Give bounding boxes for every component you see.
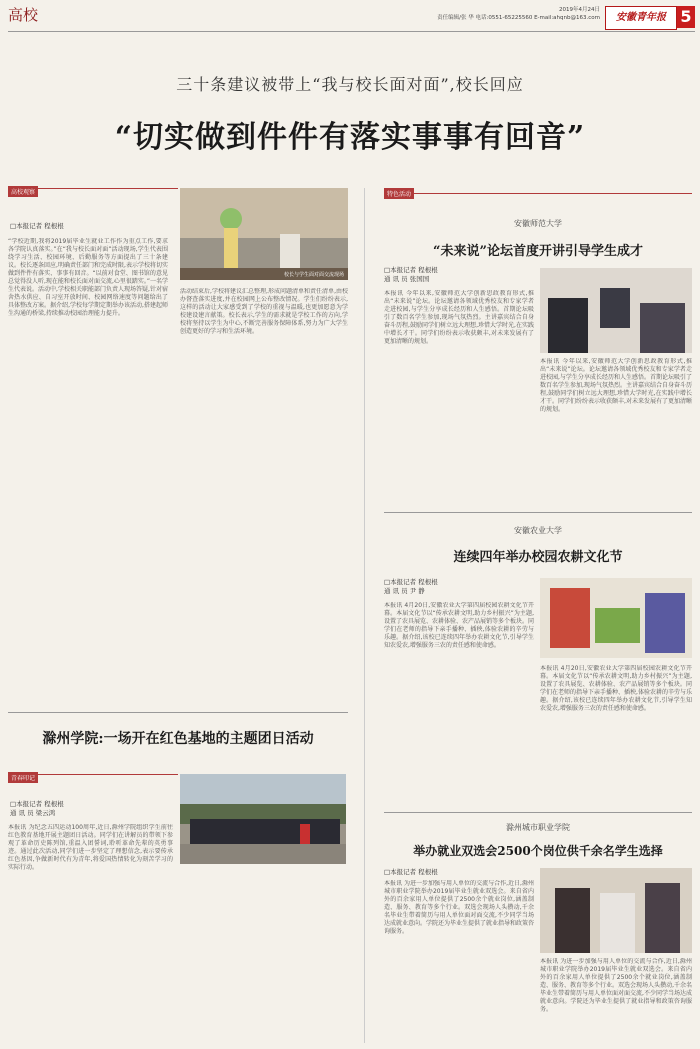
- left-story-col1: “学校近期,我将2019届毕业生就业工作作为重点工作,要求各学院认真落实。”在“我与校长面对面”活动现场,学生代表围绕学习生活、校园环境、后勤服务等方面提出了三十条建议。校长逐条回应,明确责任部门和完成时限,表示学校将切实做到件件有落实、事事有回音。“以前对食堂、图书馆的意见总觉得没人听,现在能和校长面对面交流,心里很踏实。”一名学生代表说。活动中,学校相关职能部门负责人现场答疑,针对宿舍热水供应、自习室开放时间、校园网络速度等问题给出了具体整改方案。据介绍,学校每学期定期举办该活动,搭建起师生沟通的桥梁,持续推动校园治理能力提升。: [8, 238, 168, 317]
- anhui-agri-title: 连续四年举办校园农耕文化节: [453, 550, 623, 565]
- chuzhou-story: [8, 712, 348, 1042]
- anhui-agri-story: [384, 520, 692, 810]
- anhui-agri-divider: [384, 512, 692, 513]
- chuzhou-city-divider: [384, 812, 692, 813]
- anhui-normal-text: 本报讯 今年以来,安徽师范大学创新思政教育形式,推出“未来说”论坛。论坛邀请各领域优秀校友和专家学者走进校园,与学生分享成长经历和人生感悟。首期论坛吸引了数百名学生参加,现场气氛热烈。主讲嘉宾结合自身奋斗历程,鼓励同学们树立远大理想,珍惜大学时光,在实践中增长才干。同学们纷纷表示收获颇丰,对未来发展有了更加清晰的规划。: [384, 290, 534, 345]
- chuzhou-city-school: 滁州城市职业学院: [506, 823, 570, 832]
- masthead-logo: [605, 6, 677, 30]
- header-divider: [8, 31, 695, 32]
- left-story-photo: [180, 188, 348, 280]
- email: E-mail:ahqnb@163.com: [534, 15, 600, 21]
- page-number: 5: [677, 6, 695, 28]
- chuzhou-city-photo: [540, 868, 692, 953]
- chuzhou-kicker: 青春印记: [8, 772, 38, 783]
- anhui-normal-text2: 本报讯 今年以来,安徽师范大学创新思政教育形式,推出“未来说”论坛。论坛邀请各领域优秀校友和专家学者走进校园,与学生分享成长经历和人生感悟。首期论坛吸引了数百名学生参加,现场气氛热烈。主讲嘉宾结合自身奋斗历程,鼓励同学们树立远大理想,珍惜大学时光,在实践中增长才干。同学们纷纷表示收获颇丰,对未来发展有了更加清晰的规划。: [540, 358, 692, 413]
- anhui-agri-byline1: □本报记者 程根根: [384, 578, 438, 586]
- anhui-normal-photo: [540, 268, 692, 353]
- anhui-normal-school: 安徽师范大学: [514, 219, 562, 228]
- left-story-col2: 活动结束后,学校将建议汇总整理,形成问题清单和责任清单,由校办督查落实进度,并在校园网上公布整改情况。学生们纷纷表示,这样的活动让大家感受到了学校的重视与温暖,也更加愿意为学校建设建言献策。校长表示,学生的需求就是学校工作的方向,学校将坚持以学生为中心,不断完善服务保障体系,努力为广大学生创造更好的学习和生活环境。: [180, 288, 348, 335]
- anhui-normal-byline2: 通 讯 员 张国国: [384, 275, 430, 283]
- right-kicker: 特色活动: [384, 188, 414, 199]
- anhui-normal-title: “未来说”论坛首度开讲引导学生成才: [433, 244, 643, 259]
- section-label: 高校: [8, 6, 39, 24]
- chuzhou-city-text: 本报讯 为进一步加强与用人单位的交流与合作,近日,滁州城市职业学院举办2019届毕业生就业双选会。来自省内外的百余家用人单位提供了2500余个就业岗位,涵盖制造、服务、教育等多个行业。双选会现场人头攒动,千余名毕业生带着简历与用人单位面对面交流,不少同学当场达成就业意向。学院还为毕业生提供了就业指导和政策咨询服务。: [384, 880, 534, 935]
- anhui-normal-story: [384, 218, 692, 508]
- left-story: [8, 188, 348, 688]
- page-header: [0, 0, 700, 34]
- photo-caption: 校长与学生面对面交流现场: [283, 272, 344, 278]
- masthead-text: 安徽青年报: [616, 12, 666, 23]
- left-story-byline: □本报记者 程根根: [10, 222, 64, 230]
- chuzhou-city-byline: □本报记者 程根根: [384, 868, 438, 876]
- anhui-agri-text2: 本报讯 4月20日,安徽农业大学第四届校园农耕文化节开幕。本届文化节以“传承农耕文明,助力乡村振兴”为主题,设置了农具展览、农耕体验、农产品展销等多个板块。同学们在老师的指导下亲手播种、插秧,体验农耕的辛劳与乐趣。据介绍,该校已连续四年举办农耕文化节,引导学生知农爱农,增强服务三农的责任感和使命感。: [540, 665, 692, 712]
- chuzhou-title: 滁州学院:一场开在红色基地的主题团日活动: [42, 731, 314, 747]
- issue-date: 2019年4月24日: [559, 7, 600, 13]
- right-column-rule: [384, 193, 692, 194]
- header-info: [350, 6, 600, 22]
- main-headline: “切实做到件件有落实事事有回音”: [114, 120, 586, 155]
- chuzhou-city-title: 举办就业双选会2500个岗位供千余名学生选择: [413, 844, 663, 858]
- chuzhou-city-story: [384, 818, 692, 1043]
- anhui-agri-photo: [540, 578, 692, 658]
- column-divider: [364, 188, 365, 1043]
- chuzhou-divider: [8, 712, 348, 713]
- chuzhou-rule: [8, 774, 178, 775]
- anhui-agri-text: 本报讯 4月20日,安徽农业大学第四届校园农耕文化节开幕。本届文化节以“传承农耕文明,助力乡村振兴”为主题,设置了农具展览、农耕体验、农产品展销等多个板块。同学们在老师的指导下亲手播种、插秧,体验农耕的辛劳与乐趣。据介绍,该校已连续四年举办农耕文化节,引导学生知农爱农,增强服务三农的责任感和使命感。: [384, 602, 534, 649]
- chuzhou-byline2: 通 讯 员 梁云鸿: [10, 809, 56, 817]
- phone: 电话:0551-65225560: [475, 15, 533, 21]
- chuzhou-text: 本报讯 为纪念五四运动100周年,近日,滁州学院组织学生前往红色教育基地开展主题团日活动。同学们在讲解员的带领下参观了革命历史陈列馆,重温入团誓词,聆听革命先辈的英勇事迹。通过此次活动,同学们进一步坚定了理想信念,表示要传承红色基因,争做新时代有为青年,将爱国热情转化为刻苦学习的实际行动。: [8, 824, 173, 871]
- chuzhou-city-text2: 本报讯 为进一步加强与用人单位的交流与合作,近日,滁州城市职业学院举办2019届毕业生就业双选会。来自省内外的百余家用人单位提供了2500余个就业岗位,涵盖制造、服务、教育等多个行业。双选会现场人头攒动,千余名毕业生带着简历与用人单位面对面交流,不少同学当场达成就业意向。学院还为毕业生提供了就业指导和政策咨询服务。: [540, 958, 692, 1013]
- main-subtitle: 三十条建议被带上“我与校长面对面”,校长回应: [176, 75, 524, 94]
- left-story-kicker: 高校观察: [8, 186, 38, 197]
- chuzhou-byline1: □本报记者 程根根: [10, 800, 64, 808]
- anhui-agri-byline2: 通 讯 员 尹 静: [384, 587, 425, 595]
- chuzhou-photo: [180, 774, 346, 864]
- editor: 责任编辑/张 华: [437, 15, 474, 21]
- anhui-normal-byline1: □本报记者 程根根: [384, 266, 438, 274]
- anhui-agri-school: 安徽农业大学: [514, 526, 562, 535]
